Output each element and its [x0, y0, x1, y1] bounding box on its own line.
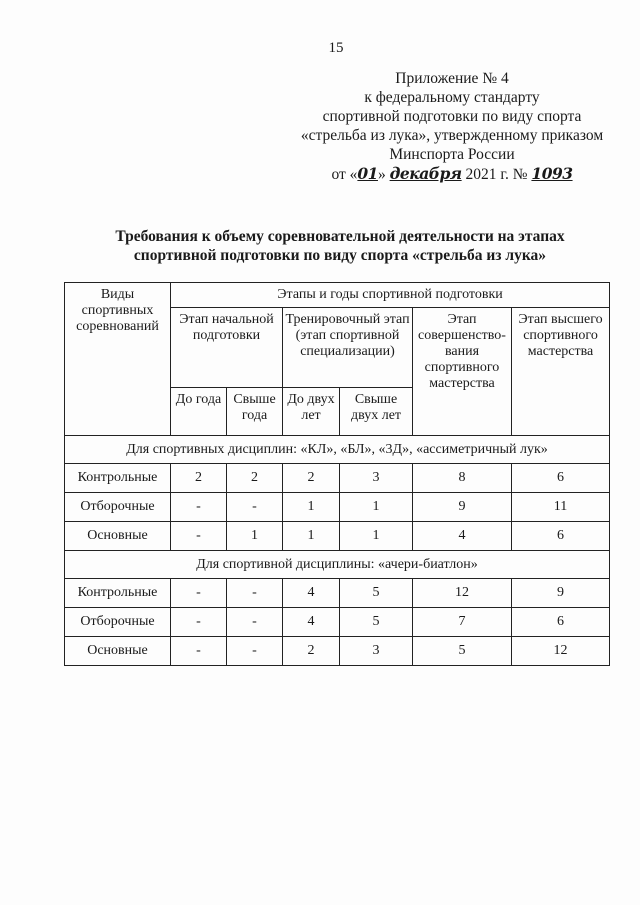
table-cell: 4 — [413, 522, 512, 551]
table-cell: 4 — [283, 608, 340, 637]
order-number: 1093 — [531, 164, 573, 183]
section-row — [65, 436, 610, 464]
subheader-up-to-two: До двух лет — [283, 388, 340, 436]
table-cell: 2 — [227, 464, 283, 493]
table-row — [65, 579, 610, 608]
table-cell: 8 — [413, 464, 512, 493]
table-row — [65, 608, 610, 637]
table-cell: 1 — [340, 522, 413, 551]
header-competition-types: Виды спортивных соревнований — [65, 283, 171, 436]
header-training-stage: Тренировочный этап (этап спортивной специализации) — [283, 308, 413, 388]
requirements-table — [64, 282, 610, 666]
annex-date-line — [300, 164, 604, 184]
table-cell: - — [227, 493, 283, 522]
title-line: Требования к объему соревновательной деятельности на этапах — [115, 228, 565, 245]
table-cell: 1 — [283, 493, 340, 522]
subheader-over-year: Свыше года — [227, 388, 283, 436]
header-initial-stage: Этап начальной подготовки — [171, 308, 283, 388]
header-stages-years: Этапы и годы спортивной подготовки — [171, 283, 610, 308]
table-cell: 1 — [227, 522, 283, 551]
page-number: 15 — [328, 40, 344, 56]
annex-header — [300, 69, 604, 184]
table-cell: 5 — [340, 579, 413, 608]
annex-line: Минспорта России — [389, 146, 515, 163]
table-cell: 9 — [512, 579, 610, 608]
title-line: спортивной подготовки по виду спорта «стрельба из лука» — [133, 247, 547, 264]
table-cell: 6 — [512, 464, 610, 493]
date-day: 01 — [357, 164, 378, 183]
table-cell: 9 — [413, 493, 512, 522]
table-cell: 5 — [413, 637, 512, 666]
table-cell: - — [171, 522, 227, 551]
section-row — [65, 551, 610, 579]
table-cell: 5 — [340, 608, 413, 637]
document-title — [60, 227, 620, 265]
table-cell: 2 — [283, 464, 340, 493]
header-improvement-stage: Этап совершенство-вания спортивного мастерства — [413, 308, 512, 436]
date-year: 2021 г. № — [465, 166, 528, 183]
table-cell: - — [171, 637, 227, 666]
table-row — [65, 493, 610, 522]
table-cell: 7 — [413, 608, 512, 637]
table-cell: 11 — [512, 493, 610, 522]
header-highest-stage: Этап высшего спортивного мастерства — [512, 308, 610, 436]
section-title: Для спортивной дисциплины: «ачери-биатлон» — [65, 551, 610, 579]
subheader-over-two: Свыше двух лет — [340, 388, 413, 436]
row-label: Контрольные — [65, 464, 171, 493]
table-cell: - — [227, 637, 283, 666]
table-cell: - — [227, 579, 283, 608]
annex-line: спортивной подготовки по виду спорта — [322, 108, 582, 125]
table-cell: - — [171, 608, 227, 637]
row-label: Контрольные — [65, 579, 171, 608]
table-row — [65, 522, 610, 551]
table-cell: 1 — [340, 493, 413, 522]
table-cell: 12 — [413, 579, 512, 608]
subheader-up-to-year: До года — [171, 388, 227, 436]
table-cell: 2 — [171, 464, 227, 493]
annex-line: к федеральному стандарту — [364, 89, 540, 106]
annex-line: «стрельба из лука», утвержденному приказом — [300, 127, 604, 144]
table-cell: - — [227, 608, 283, 637]
table-cell: 6 — [512, 522, 610, 551]
table-cell: 2 — [283, 637, 340, 666]
table-cell: 3 — [340, 464, 413, 493]
table-cell: 4 — [283, 579, 340, 608]
row-label: Основные — [65, 637, 171, 666]
table-row — [65, 637, 610, 666]
section-title: Для спортивных дисциплин: «КЛ», «БЛ», «3Д», «ассиметричный лук» — [65, 436, 610, 464]
date-mid: » — [377, 166, 386, 183]
row-label: Основные — [65, 522, 171, 551]
date-month: декабря — [389, 164, 462, 183]
table-cell: 1 — [283, 522, 340, 551]
table-cell: - — [171, 493, 227, 522]
row-label: Отборочные — [65, 608, 171, 637]
table-cell: 6 — [512, 608, 610, 637]
date-prefix: от « — [331, 166, 358, 183]
annex-title: Приложение № 4 — [395, 70, 509, 87]
table-cell: - — [171, 579, 227, 608]
row-label: Отборочные — [65, 493, 171, 522]
table-cell: 12 — [512, 637, 610, 666]
table-cell: 3 — [340, 637, 413, 666]
table-row — [65, 464, 610, 493]
